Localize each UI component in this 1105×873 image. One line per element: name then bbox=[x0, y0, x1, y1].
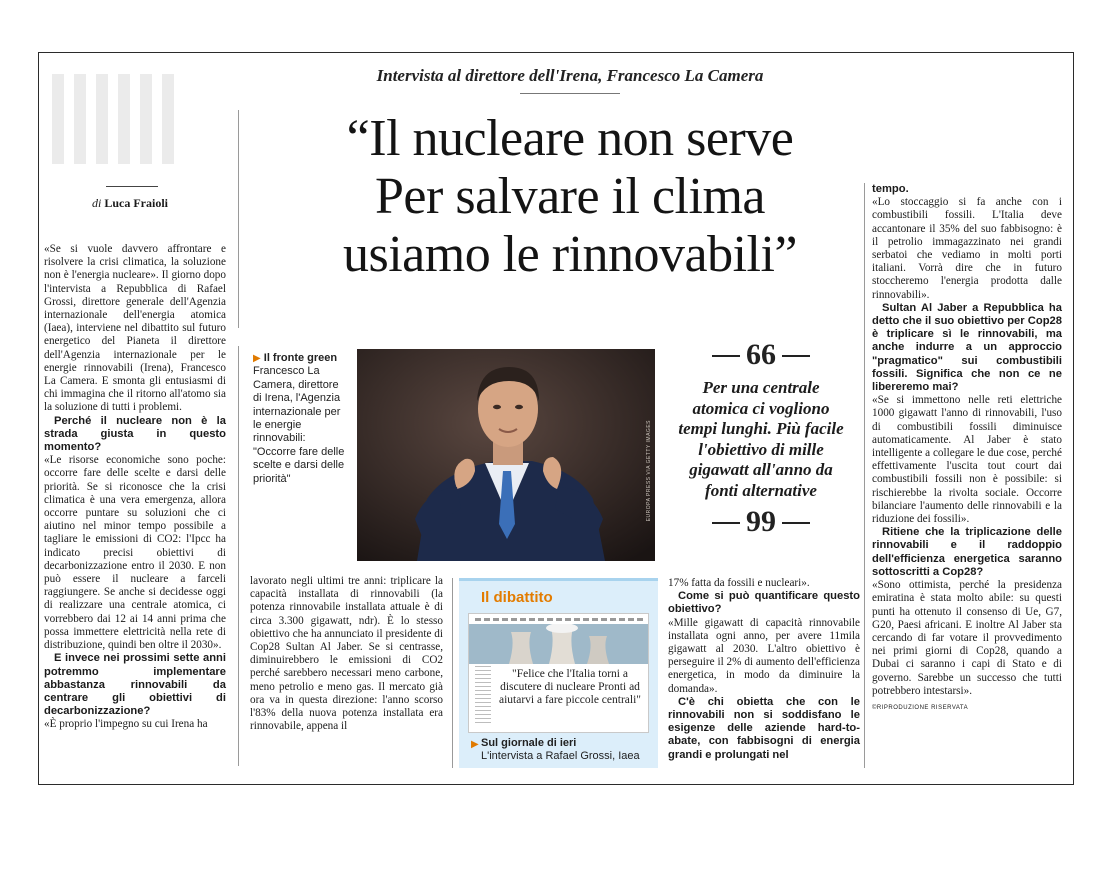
triangle-bullet-icon: ▶ bbox=[471, 739, 479, 750]
body-paragraph: lavorato negli ultimi tre anni: triplicare la capacità installata di rinnovabili (la potenza rinnovabile installata attuale è di circa 3.300 gigawatt, ndr). È lo stesso obiettivo che ha annunciato il presidente di Cop28 Sultan Al Jaber. Se si centrasse, diminuirebbero le emissioni di CO2 perché sarebbero necessari meno carbone, meno petrolio e meno gas. Il mercato già ora va in questa direzione: l'anno scorso l'83% della nuova potenza installata era rinnovabile, appena il bbox=[250, 575, 443, 733]
byline bbox=[40, 196, 220, 211]
body-paragraph: «Le risorse economiche sono poche: occorre fare delle scelte e darsi delle priorità. Se si riconosce che la crisi climatica è una vera emergenza, allora occorre puntare su soluzioni che ci aiutino nel minor tempo possibile a tagliare le emissioni di CO2: l'Ipcc ha indicato precisi obiettivi di decarbonizzazione entro il 2030. E non può essere il nucleare a farceli raggiungere. Se anche si decidesse oggi di realizzare una centrale atomica, ci vorrebbero dai 12 ai 14 anni prima che possa immettere elettricità nella rete di distribuzione, quindi ben oltre il 2030». bbox=[44, 454, 226, 652]
box-footer-title: Sul giornale di ieri bbox=[481, 737, 577, 749]
text-column-4 bbox=[872, 183, 1062, 715]
article-kicker: Intervista al direttore dell'Irena, Francesco La Camera bbox=[376, 66, 764, 85]
body-paragraph: «Mille gigawatt di capacità rinnovabile installata ogni anno, per avere 11mila gigawatt al 2030. L'altro obiettivo è perseguire il 2% di aumento dell'efficienza energetica, in modo da diminuire la domanda». bbox=[668, 616, 860, 695]
related-article-box[interactable] bbox=[459, 578, 658, 768]
thumbnail-text-lines bbox=[475, 666, 491, 726]
body-paragraph: «È proprio l'impegno su cui Irena ha bbox=[44, 718, 208, 731]
interview-question: Sultan Al Jaber a Repubblica ha detto che il suo obiettivo per Cop28 è triplicare sì le rinnovabili, ma anche indurre a un approccio "pragmatico" sui combustibili fossili. Significa che non ce ne libereremo mai? bbox=[872, 301, 1062, 394]
text-column-3 bbox=[668, 577, 860, 762]
interview-question: tempo. bbox=[872, 183, 909, 195]
faded-background-print bbox=[52, 74, 182, 164]
caption-title: Il fronte green bbox=[263, 352, 338, 364]
close-quote-mark: 99 bbox=[674, 507, 848, 537]
column-divider bbox=[864, 183, 865, 768]
column-divider bbox=[238, 110, 239, 328]
interview-question: E invece nei prossimi sette anni potremmo implementare abbastanza rinnovabili da centrare gli obiettivi di decarbonizzazione? bbox=[44, 652, 226, 718]
portrait-photo bbox=[357, 349, 655, 561]
photo-caption bbox=[253, 352, 345, 486]
thumbnail-quote: "Felice che l'Italia torni a discutere di nucleare Pronti ad aiutarvi a fare piccole centrali" bbox=[499, 668, 641, 706]
box-footer-text: L'intervista a Rafael Grossi, Iaea bbox=[481, 750, 640, 762]
text-column-1 bbox=[44, 243, 226, 732]
column-divider bbox=[452, 578, 453, 768]
kicker-divider bbox=[520, 93, 620, 94]
box-footer bbox=[471, 737, 640, 763]
person-illustration bbox=[357, 349, 655, 561]
column-divider bbox=[238, 346, 239, 766]
related-page-thumbnail[interactable] bbox=[468, 613, 649, 733]
body-paragraph: «Se si vuole davvero affrontare e risolvere la crisi climatica, la soluzione non è l'energia nucleare». Il giorno dopo l'intervista a Repubblica di Rafael Grossi, direttore generale dell'Agenzia internazionale dell'energia atomica (Iaea), interviene nel dibattito sul futuro energetico del Pianeta il direttore dell'Agenzia internazionale per le energie rinnovabili (Irena), Francesco La Camera. E smonta gli entusiasmi di chi immagina che il ritorno all'atomo sia la soluzione di tutti i problemi. bbox=[44, 243, 226, 414]
author-name: Luca Fraioli bbox=[104, 196, 168, 210]
interview-question: Ritiene che la triplicazione delle rinnovabili e il raddoppio dell'efficienza energetica saranno sottoscritti a Cop28? bbox=[872, 526, 1062, 578]
box-title: Il dibattito bbox=[481, 589, 553, 606]
open-quote-mark: 66 bbox=[674, 340, 848, 370]
headline-line: Per salvare il clima bbox=[375, 168, 765, 225]
cooling-towers-image bbox=[469, 624, 649, 664]
byline-prefix: di bbox=[91, 196, 102, 210]
byline-divider bbox=[106, 186, 158, 187]
thumbnail-header-lines bbox=[475, 618, 643, 621]
headline-line: usiamo le rinnovabili” bbox=[342, 226, 797, 283]
interview-question: C'è chi obietta che con le rinnovabili non si soddisfano le esigenze delle aziende hard-to-abate, con fabbisogni di energia grandi e prolungati nel bbox=[668, 695, 860, 761]
copyright-notice: ©RIPRODUZIONE RISERVATA bbox=[872, 704, 969, 711]
interview-question: Come si può quantificare questo obiettivo? bbox=[668, 590, 860, 616]
caption-text: Francesco La Camera, direttore di Irena, l'Agenzia internazionale per le energie rinnovabili: "Occorre fare delle scelte e darsi delle priorità" bbox=[253, 365, 345, 485]
triangle-bullet-icon: ▶ bbox=[253, 353, 261, 364]
text-column-2 bbox=[250, 575, 443, 733]
interview-question: Perché il nucleare non è la strada giusta in questo momento? bbox=[44, 414, 226, 454]
headline-line: “Il nucleare non serve bbox=[346, 110, 794, 167]
photo-credit: EUROPA PRESS VIA GETTY IMAGES bbox=[646, 419, 652, 521]
body-paragraph: «Se si immettono nelle reti elettriche 1000 gigawatt l'anno di rinnovabili, l'uso di combustibili fossili diminuisce automaticamente. Al Jaber è stato intelligente a collegare le due cose, perché effettivamente l'uscita tout court dai combustibili fossili non è possibile: si rischierebbe la rivolta sociale. Occorre bilanciare l'aumento delle rinnovabili e la riduzione dei fossili». bbox=[872, 394, 1062, 526]
pull-quote bbox=[674, 340, 848, 537]
body-paragraph: 17% fatta da fossili e nucleari». bbox=[668, 577, 810, 589]
pull-quote-text: Per una centrale atomica ci vogliono tempi lunghi. Più facile l'obiettivo di mille gigawatt all'anno da fonti alternative bbox=[678, 378, 844, 500]
body-paragraph: «Sono ottimista, perché la presidenza emiratina è stata molto abile: su questi punti ha ottenuto il consenso di Ue, G7, G20, Paesi africani. E inoltre Al Jaber sta cercando di far votare il provvedimento nei primi giorni di Cop28, quando a Dubai ci saranno i capi di Stato e di governo. Sarebbe un successo che tutti potrebbero intestarsi». bbox=[872, 579, 1062, 697]
article-headline bbox=[250, 110, 890, 284]
body-paragraph: «Lo stoccaggio si fa anche con i combustibili fossili. L'Italia deve accantonare il 35% del suo fabbisogno: è il petrolio immagazzinato nei grandi serbatoi che vediamo in molti porti italiani. Vorrà dire che in futuro stoccheremo l'energia prodotta dalle rinnovabili». bbox=[872, 196, 1062, 301]
